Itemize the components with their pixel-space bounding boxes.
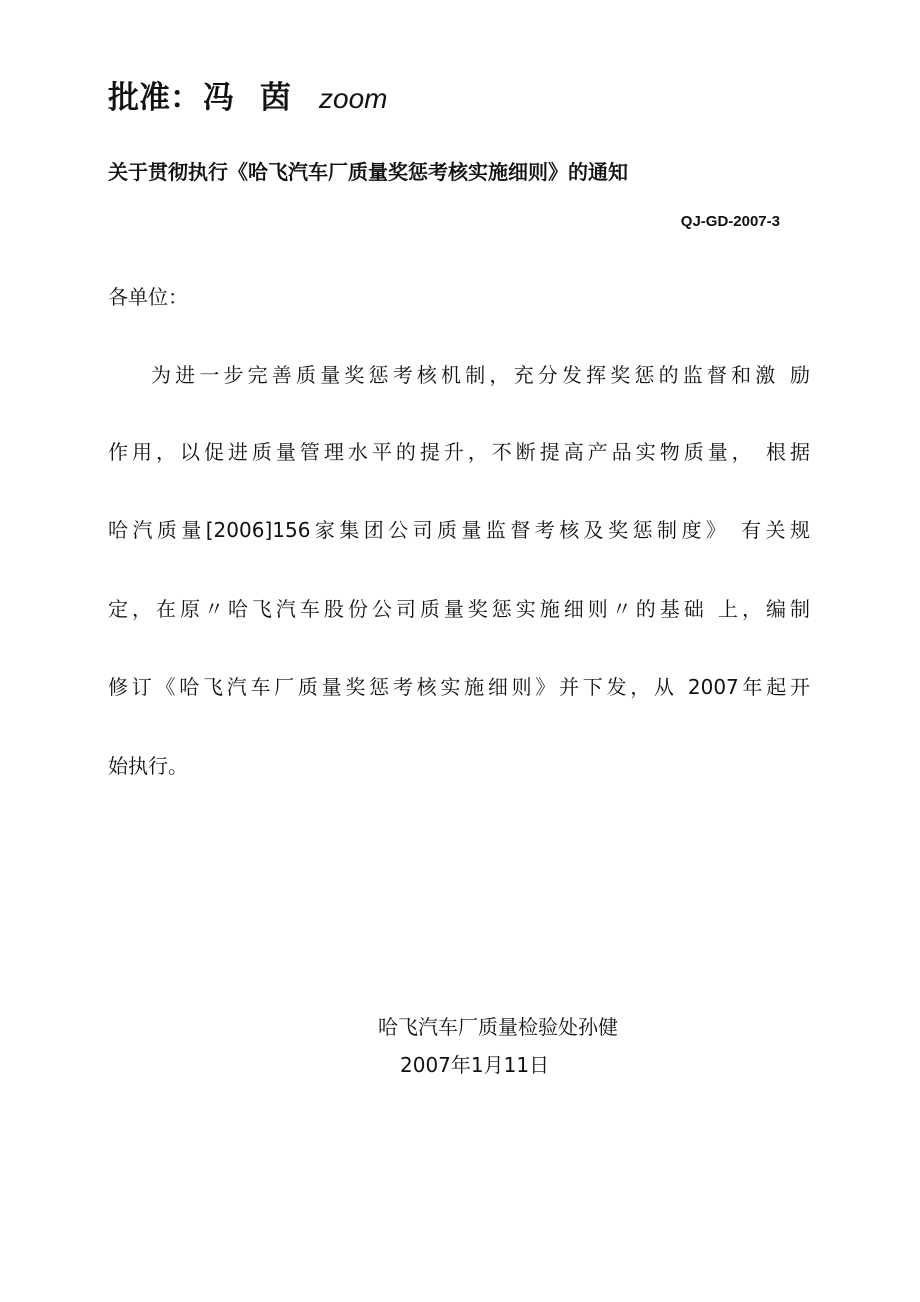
approval-suffix: zoom xyxy=(319,83,388,114)
salutation: 各单位： xyxy=(108,285,188,309)
body-line: 哈汽质量[2006]156家集团公司质量监督考核及奖惩制度》 有关规 xyxy=(108,518,810,542)
notice-title: 关于贯彻执行《哈飞汽车厂质量奖惩考核实施细则》的通知 xyxy=(108,160,628,184)
body-line: 修订《哈飞汽车厂质量奖惩考核实施细则》并下发，从 2007年起开 xyxy=(108,675,810,699)
body-line: 作用，以促进质量管理水平的提升，不断提高产品实物质量， 根据 xyxy=(108,440,810,464)
body-line: 定，在原〃哈飞汽车股份公司质量奖惩实施细则〃的基础 上，编制 xyxy=(108,597,810,621)
document-number: QJ-GD-2007-3 xyxy=(680,213,780,230)
body-line: 始执行。 xyxy=(108,754,188,778)
approval-line xyxy=(108,78,387,119)
signature: 哈飞汽车厂质量检验处孙健 xyxy=(378,1015,618,1039)
approval-label: 批准： xyxy=(108,80,201,116)
approver-name: 冯茵 xyxy=(203,80,317,116)
body-line: 为进一步完善质量奖惩考核机制，充分发挥奖惩的监督和激 励 xyxy=(151,363,810,387)
signature-date: 2007年1月11日 xyxy=(400,1053,550,1077)
